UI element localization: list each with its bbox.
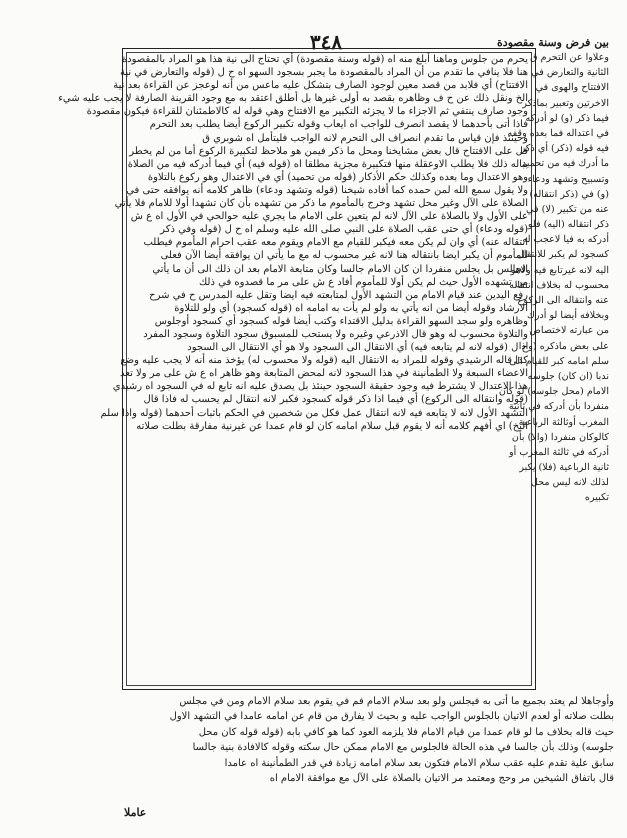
matn-line: ثانية الرباعية (فلا) يكبر	[519, 462, 609, 474]
matn-line: عنه وانتقاله الى الركوع	[517, 295, 609, 306]
commentary-text	[58, 53, 528, 683]
commentary-line: انتقاله عنه) أي وان لم يكن معه فيكبر للقيام مع الامام ويقوم معه عقب احرام المأموم فيطلب	[143, 237, 528, 249]
matn-line: ذكر انتقاله (اليه) فلو	[527, 219, 609, 231]
commentary-line: التشهد الأول لانه لا يتابعه فيه لانه انتقال عمل فكل من شخصين في الحكم باثبات أحدهما (قوله واذا سلم	[100, 407, 528, 419]
matn-line: تكبيره	[584, 492, 609, 504]
commentary-line: هنا فلا ينافي ما تقدم من أن المراد بالمقصودة ما يجبر بسجود السهو اه ح ل (قوله والتعارض في نية	[119, 67, 528, 79]
commentary-line: يحرم من جلوس وماهنا أبلغ منه اه (قوله وسنة مقصودة) أي تحتاج الى نية هذا هو المراد بالمقصودة	[121, 54, 528, 65]
commentary-line: على الأول ولا بالصلاة على الآل لانه لم يتعين على الامام ما يجري عليه حوالحي في الأول اه ع ش	[130, 211, 528, 223]
matn-line: كالوكان منفردا (والا) بأن	[511, 431, 609, 443]
page-number: ٣٤٨	[309, 30, 343, 54]
commentary-line: الجالس بل يجلس منفردا ان كان الامام جالسا وكان متابعة الامام بعد ان ذلك الى أن ما يأتي	[152, 263, 528, 275]
commentary-line: والتلاوة محسوب له وهو قال الاذرعي وغيره ولا يستحب للمسبوق سجود التلاوة وسجود المفرد	[143, 328, 528, 340]
commentary-line: وظاهره ولو سجد السهو القراءة بدليل الاقتداء وكتب أيضا قوله كسجود أي كسجود أوجلوس	[154, 315, 528, 327]
matn-line: أدركه به فيا لاعجب له	[522, 234, 609, 246]
bottom-commentary-text	[130, 694, 614, 822]
bottom-line: سابق علية تقدم عليه عقب سلام الامام فتكون بعد سلام امامه زيادة في قدر الطمأنينة اه عامدا	[224, 757, 614, 769]
matn-line: فيه قوله (ذكر) أي ذكر	[520, 143, 609, 155]
commentary-line: الارشاد وقوله أيضا من انه يأتي به ولو لم يأت به امامه اه (قوله كسجود) أي ولو للتلاوة	[174, 302, 528, 314]
matn-line: أدركه في ثالثة المغرب أو	[508, 446, 609, 458]
commentary-line: من تشهده الأول حيث لم يكن أولا للمأموم أفاد ع ش على مر ما قصدوه في ذلك	[199, 276, 528, 288]
commentary-line: بباله ذلك فلا يطلب الاوعقلة منها فتكبيرة مجزية مطلقا اه (قوله فيه) أي فيما أدركه فيه من الصلاة	[127, 158, 528, 170]
matn-line: المغرب أوثالثة الرباعية	[518, 416, 609, 428]
commentary-line: للمأموم أن يكبر ايضا بانتقاله هنا لانه غير محسوب له مع ما يأتي ان يوافقه أيضا الآن فعلى	[160, 250, 528, 262]
matn-line: الثانية والتعارض في	[531, 67, 609, 79]
matn-line: محسوب له بخلاف انتقاله	[509, 279, 609, 291]
bottom-line: بطلت صلاته أو لعدم الاتيان بالجلوس الواجب عليه و بحيث لا يفارق من قام عن امامه عامدا في التشهد الاول	[169, 711, 614, 723]
matn-line: وبخلافه أيضا لو أدرك	[526, 310, 609, 322]
matn-line: لذلك لانه ليس محل	[530, 477, 609, 489]
commentary-line: رفع اليدين عند قيام الامام من التشهد الأول لمتابعته فيه ايضا وتقل عليه المدرس ح في شرح	[149, 289, 528, 301]
commentary-line: الاعضاء السبعة ولا الطمأنينة في هذا السجود لانه لمحض المتابعة وهو ظاهر اه ع ش على مر ولا تعد	[120, 368, 528, 380]
commentary-line: فاذا أتى بأحدهما لا يقصد انصرف للواجب اه ايعاب وقوله تكبير الركوع أيضا يطلب بعد التحرم	[149, 119, 528, 131]
bottom-line: وأوجاهلا لم يعتد بجميع ما أتى به فيجلس ولو بعد سلام الامام فم في يقوم بعد سلام الامام ومن في مجلس	[179, 696, 614, 707]
matn-side-column	[498, 50, 609, 562]
commentary-line: كذا قاله الرشيدي وقوله للمراد به الانتقال اليه (قوله ولا محسوب له) يؤخذ منه أنه لا يجب عليه وضع	[120, 355, 528, 367]
matn-line: سلم امامه كبر للقيام الى	[509, 355, 609, 367]
commentary-line: ح ل (قوله لانه لم يتابعه فيه) أي الانتقال الى السجود ولا هو أي الانتقال الى السجود	[187, 342, 528, 354]
matn-line: الافتتاح والهوى في	[535, 82, 609, 94]
bottom-line: جلوسه) وذلك بأن جالسا في هذه الحالة فالجلوس مع الامام ممكن حال سكته وقوله كالافادة بنية جالسا	[192, 742, 614, 754]
commentary-line: ولا يقول سمع الله لمن حمده كما أفاده شيخنا (قوله وتشهد ودعاء) ظاهر كلامه أنه يوافقه حتى في	[126, 184, 528, 196]
commentary-line: الافتتاح) أي فلابد من قصد معين لوجود الصارف بتشكل عليه ماعس من أنه لوعجز عن القراءة بعد نية	[113, 80, 528, 92]
matn-line: (و) في (ذكر انتقاله)	[529, 188, 609, 200]
matn-line: منفردا بأن أدركه في ثانية	[508, 401, 609, 413]
bottom-line: قال باتفاق الشيخين مر وحج ومعتمد مر الاتيان بالصلاة على الآل مع موافقة الامام اه	[269, 772, 614, 784]
matn-line: ندبا (ان كان) جلوسه	[527, 370, 609, 382]
commentary-line: اليخ) اي أفهم كلامه أنه لا يقوم قبل سلام امامه كان لو قام عمدا عن غيرنية مفارقة بطلت صلاته	[136, 420, 528, 432]
matn-line: على بعض ماذكره (واذا	[518, 340, 609, 352]
matn-line: ما أدرك فيه من تحميد	[521, 158, 609, 170]
bottom-line: حيث قاله بخلاف ما لو قام عمدا من قيام الامام فلا يلزمه العود كما هو كافي بابه (قوله قوله كان محل	[198, 726, 614, 738]
matn-line: اليه لانه غيرتابع فيه ولاهو	[510, 264, 609, 276]
commentary-line: (قوله وانتقاله الى الركوع) أي فيما اذا ذكر قوله كسجود فكبر لانه انتقال لم يحسب له فاذا قال	[143, 394, 528, 406]
matn-line: وتسبيح وتشهد ودعاء	[527, 173, 609, 185]
matn-line: في اعتداله فما بعده وقفه	[507, 127, 609, 139]
commentary-line: هذا الاعتدال لا يشترط فيه وجود حقيقة السجود حينئذ بل يصدق عليه انه تابع له في السجود اه رشيدي	[112, 381, 528, 393]
matn-line: الاخرتين وتعبير بماذكر	[522, 97, 609, 109]
commentary-line: وحينئذ فإن قياس ما تقدم انصراف الى التحرم لانه الواجب فليتأمل اه شوبري ق	[202, 132, 528, 144]
matn-line: عنه من تكبير (لا) في	[526, 203, 609, 215]
commentary-line: وهو الاعتدال وما بعده وكذلك حكم الأذكار (قوله من تحميد) أي في الاعتدال وهو ركوع بالتلاوة	[147, 171, 528, 183]
matn-line: من عبارته لاختصاص	[529, 325, 609, 337]
matn-line: كسجود لم يكبر للانتقال	[516, 249, 609, 261]
commentary-line: الخ ونقل ذلك عن ح ف وظاهره بقصد به أولى غيرها بل أطلق اعتقد به مع وجود القرينة الصارفة لا يجب عليه شيء	[58, 93, 528, 105]
matn-line: فيما ذكر (و) لو أدركه	[525, 112, 609, 124]
running-title: بين فرض وسنة مقصودة	[497, 36, 609, 49]
commentary-line: الصلاة على الآل وغير محل تشهد وخرج بالمأموم ما ذكر من تشهده بأن كان تشهدا أولا للامام فلا يأتي	[114, 198, 528, 210]
catchword: عاملا	[124, 806, 147, 819]
commentary-line: (قوله ودعاء) أي حتى عقب الصلاة على النبي صلى الله عليه وسلم اه ح ل (قوله وفي ذكر	[160, 224, 528, 236]
commentary-line: وجود صارف ينتفي ثم الاجزاء ما لا يجزئه التكبير مع الافتتاح وهي قوله له كالاطمئنان للقراءة فيكون مقصودة	[86, 106, 528, 118]
matn-line: الامام (محل جلوسه) لو كان	[498, 386, 609, 398]
commentary-line: قل على الافتتاح قال بعض مشايخنا ومحل ما ذكر فيمن هو ملاحظ لتكبيرة الركوع أما من لم يخطر	[129, 145, 528, 157]
matn-line: وعلاوا عن التحرم ق	[530, 52, 609, 63]
